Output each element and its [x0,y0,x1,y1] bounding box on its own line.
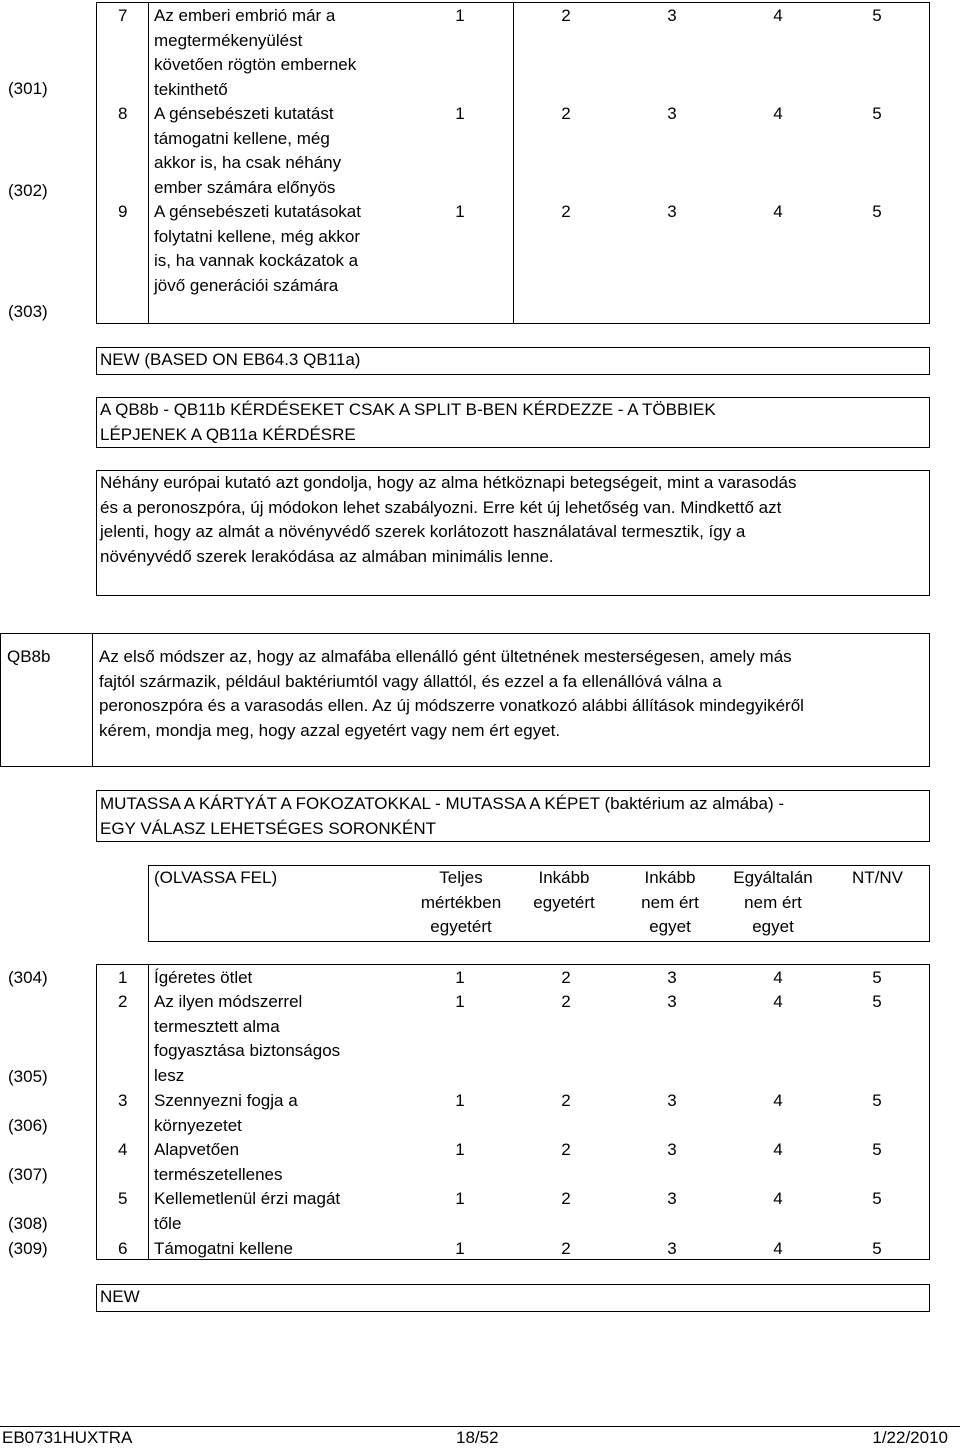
statement-line: ember számára előnyös [154,177,336,197]
scale-option[interactable]: 2 [561,1189,571,1208]
scale-option[interactable]: 3 [667,992,677,1011]
footer-page-number: 18/52 [456,1428,499,1447]
scale-option[interactable]: 5 [872,1091,882,1110]
scale-option[interactable]: 1 [455,992,465,1011]
statement-line: jövő generációi számára [154,275,339,295]
statement-line: környezetet [154,1115,242,1135]
question-code: (305) [8,1067,48,1086]
divider [148,2,149,324]
statement-line: lesz [154,1065,185,1085]
scale-option[interactable]: 3 [667,968,677,987]
intro-box [96,470,930,596]
scale-option[interactable]: 3 [667,1239,677,1258]
statement-line: követően rögtön embernek [154,55,357,74]
row-number: 3 [118,1091,128,1110]
statement-line: Kellemetlenül érzi magát [154,1189,341,1208]
scale-col-header [405,866,517,940]
row-number: 5 [118,1189,128,1208]
question-code: (307) [8,1165,48,1184]
new-label: NEW [100,1287,140,1306]
statement-text [154,966,252,991]
row-number: 7 [118,6,128,25]
row-number: 4 [118,1140,128,1159]
header-line: Teljes [439,868,483,887]
instruction-line: LÉPJENEK A QB11a KÉRDÉSRE [100,424,356,444]
intro-text [100,471,797,569]
split-instruction-box [96,397,930,448]
question-text [99,645,804,743]
statement-line: tőle [154,1213,182,1233]
scale-option[interactable]: 4 [773,968,783,987]
showcard-instruction [100,792,784,841]
question-code: (309) [8,1239,48,1258]
scale-option[interactable]: 3 [667,1140,677,1159]
question-line: fajtól származik, például baktériumtól vagy állattól, és ezzel a fa ellenállóvá válna a [99,671,722,691]
scale-option[interactable]: 4 [773,6,783,25]
scale-option[interactable]: 2 [561,1091,571,1110]
statement-line: folytatni kellene, még akkor [154,226,360,246]
divider [148,964,149,1260]
scale-option[interactable]: 5 [872,1189,882,1208]
question-line: kérem, mondja meg, hogy azzal egyetért vagy nem ért egyet. [99,720,561,740]
scale-option[interactable]: 1 [455,202,465,221]
new-based-label: NEW (BASED ON EB64.3 QB11a) [100,350,361,369]
scale-option[interactable]: 5 [872,202,882,221]
header-line: nem ért [641,892,699,912]
scale-option[interactable]: 2 [561,202,571,221]
statement-line: támogatni kellene, még [154,128,330,148]
row-number: 1 [118,968,128,987]
header-line: Egyáltalán [733,868,813,887]
statement-text [154,102,341,200]
statement-text [154,4,356,102]
statement-text [154,1089,298,1138]
question-code: (304) [8,968,48,987]
question-line: peronoszpóra és a varasodás ellen. Az új módszerre vonatkozó alábbi állítások mindegyikéről [99,696,804,715]
scale-option[interactable]: 4 [773,1091,783,1110]
scale-option[interactable]: 3 [667,6,677,25]
statement-line: Támogatni kellene [154,1239,293,1258]
intro-line: növényvédő szerek lerakódása az almában minimális lenne. [100,546,554,566]
scale-option[interactable]: 3 [667,104,677,123]
question-box [0,633,930,767]
scale-option[interactable]: 5 [872,6,882,25]
scale-option[interactable]: 4 [773,1239,783,1258]
scale-option[interactable]: 5 [872,104,882,123]
split-instruction [100,398,716,447]
divider [92,633,93,767]
statement-line: fogyasztása biztonságos [154,1041,341,1060]
scale-option[interactable]: 4 [773,1189,783,1208]
row-number: 6 [118,1239,128,1258]
scale-option[interactable]: 5 [872,1140,882,1159]
statement-text [154,200,361,298]
scale-option[interactable]: 4 [773,104,783,123]
question-code: (308) [8,1214,48,1233]
question-id: QB8b [7,647,51,666]
scale-option[interactable]: 2 [561,1140,571,1159]
scale-option[interactable]: 5 [872,992,882,1011]
statement-text [154,1237,293,1262]
read-out-label: (OLVASSA FEL) [154,868,278,887]
statement-line: megtermékenyülést [154,30,303,50]
scale-option[interactable]: 1 [455,1239,465,1258]
scale-option[interactable]: 2 [561,992,571,1011]
showcard-instruction-box [96,790,930,842]
instruction-line: A QB8b - QB11b KÉRDÉSEKET CSAK A SPLIT B-BEN KÉRDEZZE - A TÖBBIEK [100,400,716,419]
statement-line: A génsebészeti kutatást [154,104,334,123]
instruction-line: EGY VÁLASZ LEHETSÉGES SORONKÉNT [100,818,437,838]
header-line: Inkább [538,868,590,887]
scale-option[interactable]: 2 [561,6,571,25]
intro-line: és a peronoszpóra, új módokon lehet szabályozni. Erre két új lehetőség van. Mindkettő azt [100,497,782,517]
scale-option[interactable]: 1 [455,6,465,25]
statement-line: Az emberi embrió már a [154,6,336,25]
scale-option[interactable]: 3 [667,1091,677,1110]
new-box [96,1284,930,1312]
statement-line: is, ha vannak kockázatok a [154,251,359,270]
header-line: nem ért [744,892,802,912]
question-code: (302) [8,181,48,200]
header-line: egyet [752,917,794,936]
header-line: egyetért [430,917,492,936]
header-line: NT/NV [852,868,903,887]
statement-text [154,1187,340,1236]
footer-doc-id: EB0731HUXTRA [2,1428,133,1447]
scale-option[interactable]: 5 [872,1239,882,1258]
statement-line: Az ilyen módszerrel [154,992,303,1011]
header-line: egyetért [533,892,595,912]
statement-text [154,990,340,1088]
divider [513,2,514,324]
intro-line: jelenti, hogy az almát a növényvédő szerek korlátozott használatával termesztik, így a [100,522,746,541]
scale-col-header [618,866,722,940]
scale-option[interactable]: 2 [561,1239,571,1258]
statement-line: akkor is, ha csak néhány [154,153,342,172]
row-number: 8 [118,104,128,123]
header-line: mértékben [420,892,502,912]
scale-option[interactable]: 3 [667,202,677,221]
statement-line: Ígéretes ötlet [154,968,253,987]
statement-line: termesztett alma [154,1016,280,1036]
question-line: Az első módszer az, hogy az almafába ellenálló gént ültetnének mesterségesen, amely más [99,647,792,666]
footer-date: 1/22/2010 [872,1428,948,1447]
statement-line: Szennyezni fogja a [154,1091,298,1110]
statement-line: A génsebészeti kutatásokat [154,202,361,221]
scale-option[interactable]: 2 [561,968,571,987]
scale-option[interactable]: 1 [455,104,465,123]
statement-line: Alapvetően [154,1140,240,1159]
scale-option[interactable]: 2 [561,104,571,123]
header-line: egyet [649,917,691,936]
scale-option[interactable]: 1 [455,968,465,987]
scale-col-header [830,866,925,891]
new-based-box [96,347,930,375]
scale-option[interactable]: 1 [455,1189,465,1208]
scale-option[interactable]: 5 [872,968,882,987]
scale-option[interactable]: 3 [667,1189,677,1208]
question-code: (303) [8,302,48,321]
intro-line: Néhány európai kutató azt gondolja, hogy az alma hétköznapi betegségeit, mint a varasodás [100,473,797,492]
scale-col-header [512,866,616,915]
statement-line: természetellenes [154,1164,283,1184]
scale-option[interactable]: 4 [773,202,783,221]
statement-text [154,1138,283,1187]
instruction-line: MUTASSA A KÁRTYÁT A FOKOZATOKKAL - MUTASSA A KÉPET (baktérium az almába) - [100,794,785,813]
question-code: (306) [8,1116,48,1135]
scale-option[interactable]: 4 [773,1140,783,1159]
row-number: 2 [118,992,128,1011]
row-number: 9 [118,202,128,221]
scale-option[interactable]: 4 [773,992,783,1011]
question-code: (301) [8,79,48,98]
scale-option[interactable]: 1 [455,1091,465,1110]
scale-option[interactable]: 1 [455,1140,465,1159]
header-line: Inkább [644,868,696,887]
scale-col-header [720,866,826,940]
statement-line: tekinthető [154,79,228,99]
